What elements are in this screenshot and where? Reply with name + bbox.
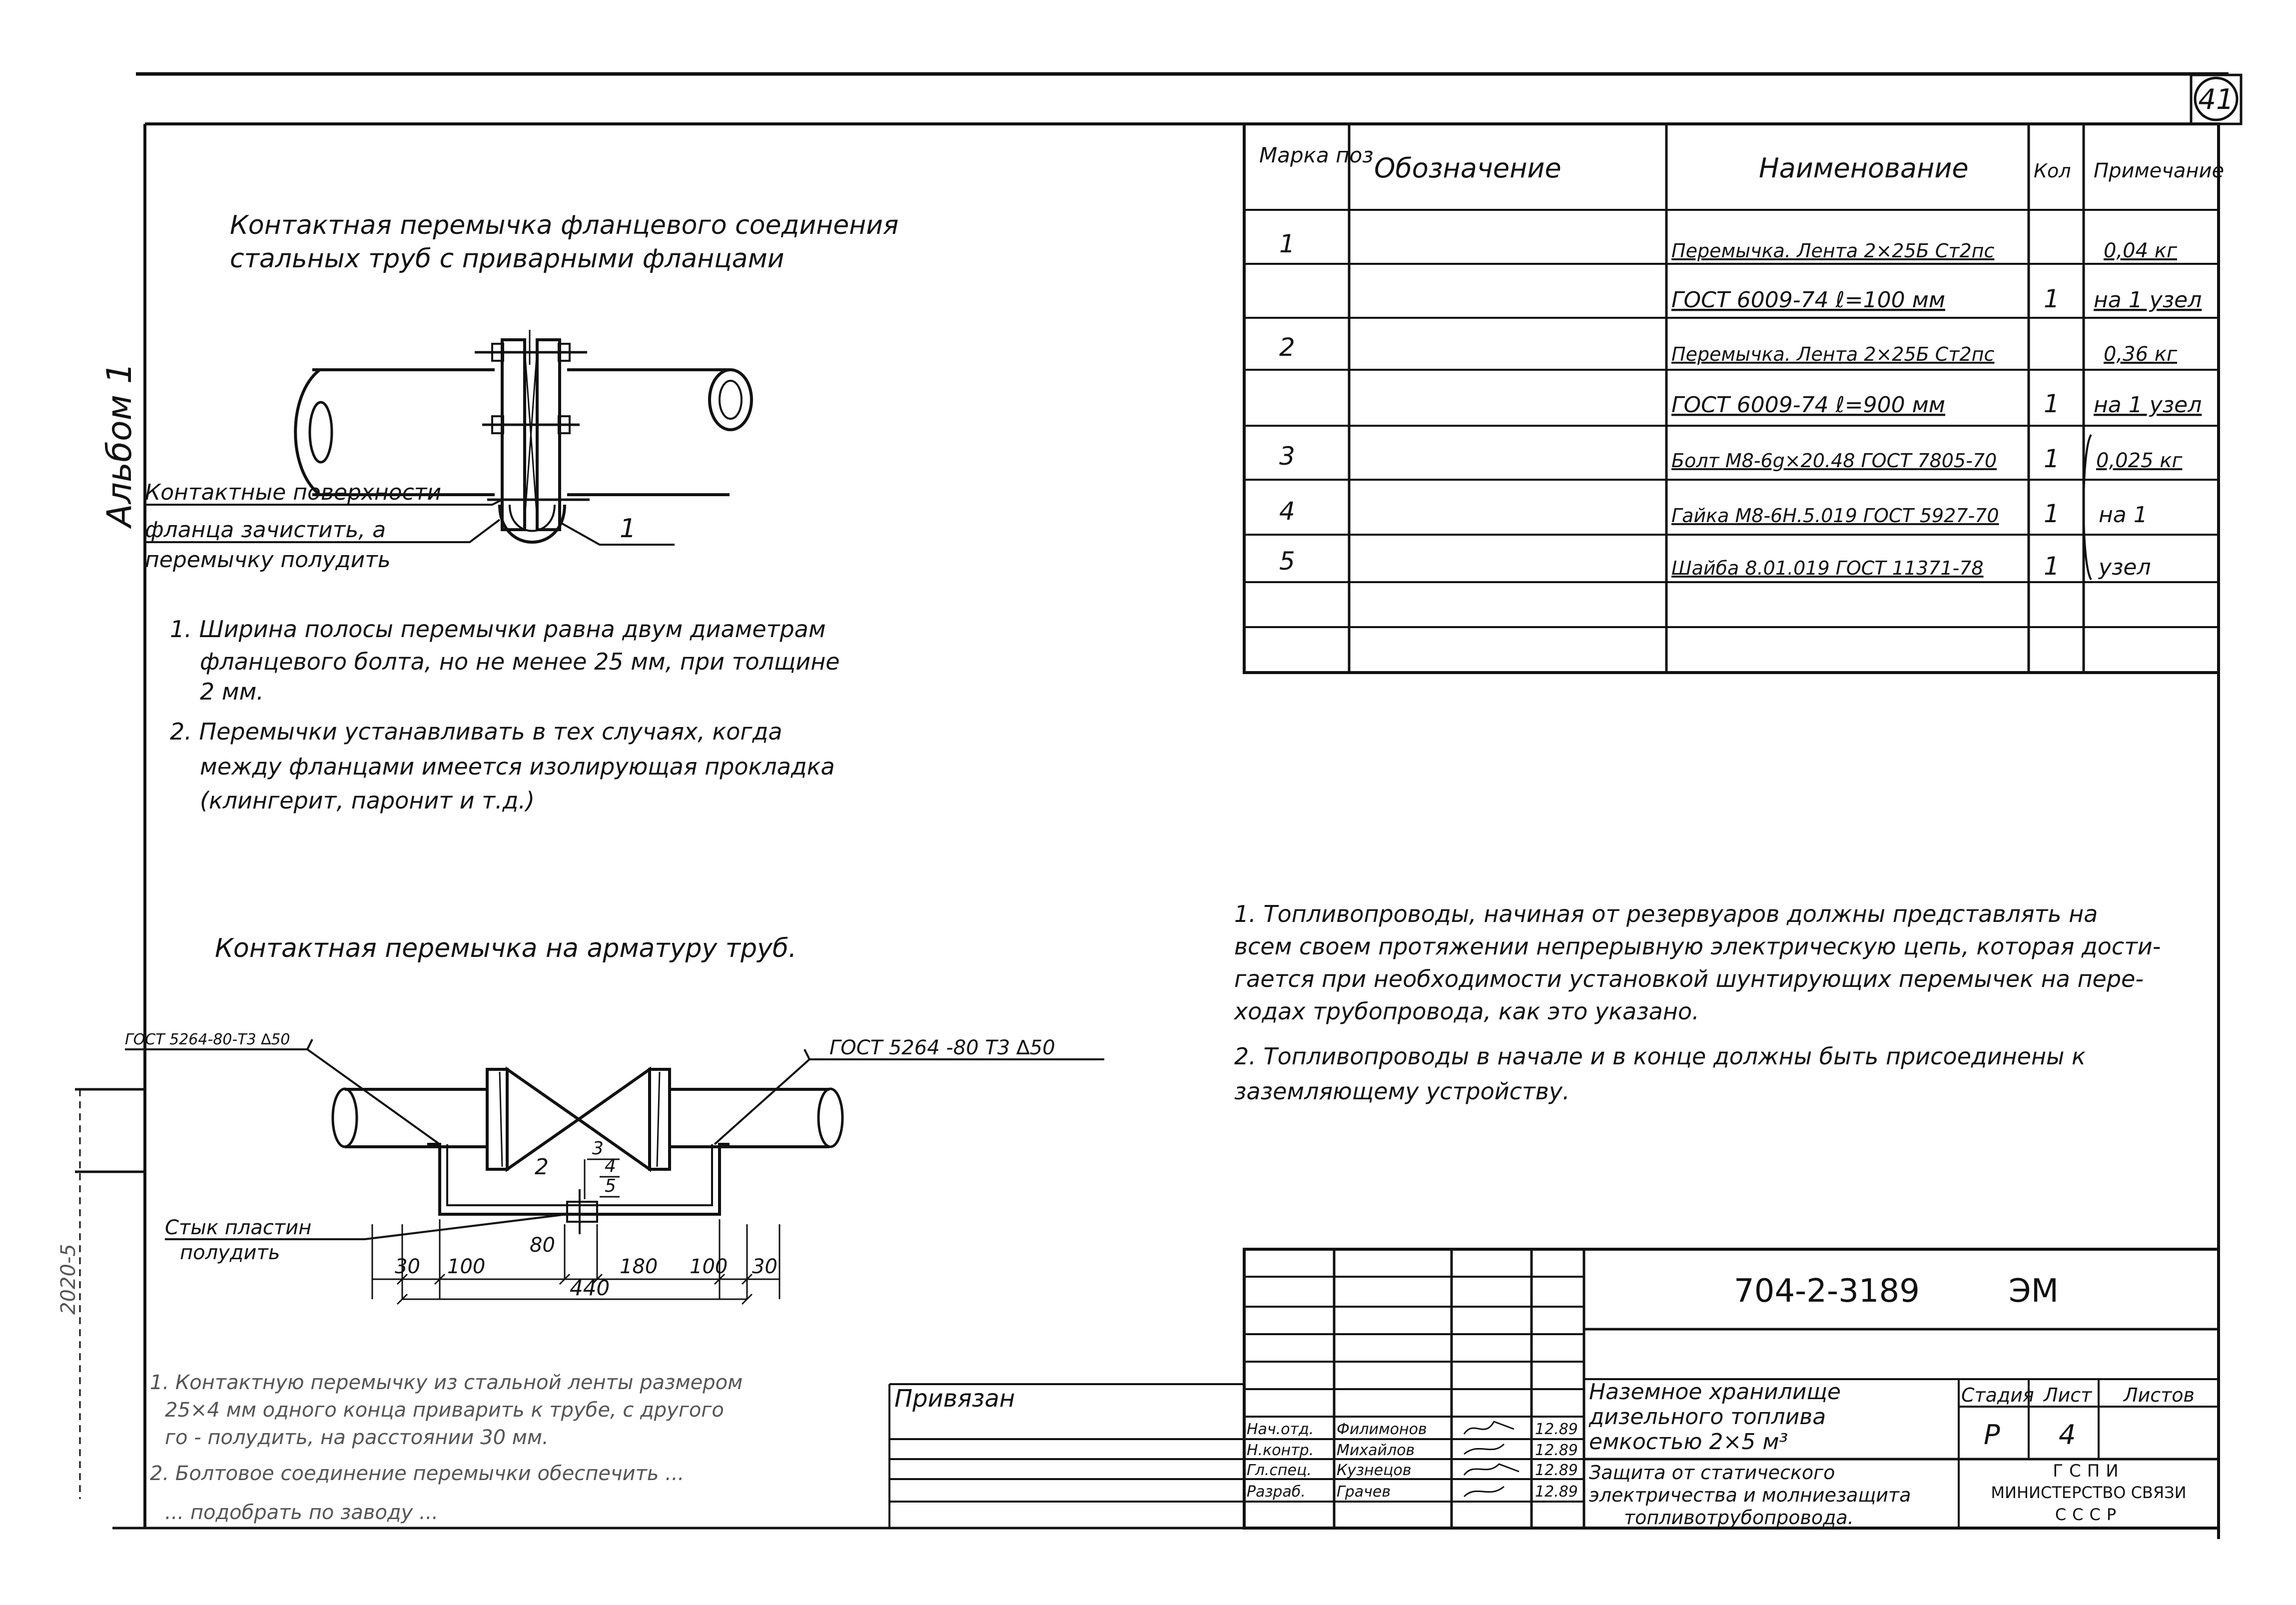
sheets-header: Листов bbox=[2124, 1384, 2195, 1406]
note1-line2: фланцевого болта, но не менее 25 мм, при толщине bbox=[200, 648, 840, 675]
cell-qty: 1 bbox=[2044, 552, 2060, 581]
bottom-note-line5: ... подобрать по заводу ... bbox=[165, 1501, 439, 1524]
bottom-note-line3: го - полудить, на расстоянии 30 мм. bbox=[165, 1426, 549, 1449]
page-number-badge bbox=[2191, 75, 2241, 124]
table-row bbox=[1671, 389, 2202, 418]
sign-name: Кузнецов bbox=[1337, 1462, 1412, 1479]
cell-mark: 5 bbox=[1279, 547, 1295, 576]
cell-mark: 2 bbox=[1279, 333, 1295, 362]
callout-line2: фланца зачистить, а bbox=[145, 517, 386, 543]
note2-line1: 2. Перемычки устанавливать в тех случаях, когда bbox=[170, 718, 782, 745]
dim-100-right: 100 bbox=[690, 1255, 728, 1278]
sign-name: Филимонов bbox=[1337, 1421, 1427, 1438]
sign-role: Разраб. bbox=[1247, 1483, 1306, 1501]
title-block bbox=[889, 1249, 2219, 1529]
cell-qty: 1 bbox=[2044, 389, 2060, 418]
header-mark bbox=[1259, 143, 1374, 167]
cell-note: 0,04 кг bbox=[2104, 239, 2177, 262]
header-designation: Обозначение bbox=[1374, 152, 1561, 184]
sign-name: Михайлов bbox=[1337, 1442, 1415, 1459]
sheet-header: Лист bbox=[2044, 1384, 2092, 1406]
callout-mark: 1 bbox=[620, 514, 637, 544]
dim-30-left: 30 bbox=[395, 1255, 420, 1278]
privyazan-label: Привязан bbox=[894, 1385, 1015, 1413]
cell-note: на 1 узел bbox=[2094, 287, 2202, 313]
cell-note: 0,025 кг bbox=[2096, 449, 2183, 472]
header-qty: Кол bbox=[2034, 160, 2071, 182]
weld-left-label: ГОСТ 5264-80-Т3 ∆50 bbox=[125, 1031, 290, 1048]
sign-role: Н.контр. bbox=[1247, 1442, 1314, 1459]
flanged-pipe-drawing bbox=[295, 330, 752, 542]
cell-mark: 1 bbox=[1279, 229, 1295, 258]
dim-80: 80 bbox=[530, 1234, 555, 1257]
note1-line1: 1. Ширина полосы перемычки равна двум диаметрам bbox=[170, 616, 826, 643]
object-line1: Наземное хранилище bbox=[1589, 1379, 1841, 1405]
right-note-line1: 1. Топливопроводы, начиная от резервуаров должны представлять на bbox=[1234, 900, 2098, 927]
cell-qty: 1 bbox=[2044, 444, 2060, 473]
valve-jumper-detail bbox=[125, 933, 1104, 1304]
sign-date: 12.89 bbox=[1535, 1483, 1578, 1501]
org-line2: МИНИСТЕРСТВО СВЯЗИ bbox=[1991, 1483, 2187, 1502]
header-mark-text: Марка поз bbox=[1259, 143, 1374, 167]
callout-line1: Контактные поверхности bbox=[145, 480, 442, 505]
sign-date: 12.89 bbox=[1535, 1442, 1578, 1459]
general-notes bbox=[1233, 900, 2161, 1105]
sheet-number: 4 bbox=[2059, 1419, 2076, 1451]
bottom-notes bbox=[150, 1371, 743, 1524]
callout-line3: перемычку полудить bbox=[145, 547, 391, 573]
specification-table bbox=[1244, 124, 2224, 673]
mark-4: 4 bbox=[605, 1156, 616, 1176]
cell-name: Перемычка. Лента 2×25Б Ст2пс bbox=[1671, 343, 1995, 365]
cell-note: на 1 узел bbox=[2094, 392, 2202, 418]
mark-2: 2 bbox=[535, 1154, 549, 1180]
cell-qty: 1 bbox=[2044, 284, 2060, 313]
sign-name: Грачев bbox=[1337, 1483, 1391, 1501]
table-row bbox=[1279, 229, 2178, 262]
dim-total: 440 bbox=[570, 1276, 610, 1300]
bottom-note-line1: 1. Контактную перемычку из стальной ленты размером bbox=[150, 1371, 743, 1394]
detail1-title-line2: стальных труб с приварными фланцами bbox=[230, 244, 784, 274]
cell-name: ГОСТ 6009-74 ℓ=900 мм bbox=[1671, 392, 1945, 418]
doc-section: ЭМ bbox=[2009, 1273, 2059, 1310]
strip-label-line2: полудить bbox=[180, 1241, 280, 1264]
sheet-title-line2: электричества и молниезащита bbox=[1589, 1484, 1911, 1506]
note1-line3: 2 мм. bbox=[200, 678, 264, 705]
page-number: 41 bbox=[2198, 83, 2234, 116]
note2-line3: (клингерит, паронит и т.д.) bbox=[200, 787, 535, 814]
table-row bbox=[1279, 497, 2148, 528]
cell-qty: 1 bbox=[2044, 499, 2060, 528]
note2-line2: между фланцами имеется изолирующая прокладка bbox=[200, 753, 835, 780]
object-line3: емкостью 2×5 м³ bbox=[1589, 1429, 1788, 1455]
cell-name: Шайба 8.01.019 ГОСТ 11371-78 bbox=[1671, 557, 1984, 579]
cell-mark: 4 bbox=[1279, 497, 1295, 526]
detail1-title-line1: Контактная перемычка фланцевого соединения bbox=[230, 210, 899, 240]
cell-name: Перемычка. Лента 2×25Б Ст2пс bbox=[1671, 240, 1995, 262]
spec-rows bbox=[1279, 229, 2202, 581]
side-code: 2020-5 bbox=[57, 1244, 80, 1315]
dim-100-left: 100 bbox=[447, 1255, 486, 1278]
sign-role: Нач.отд. bbox=[1247, 1421, 1314, 1438]
cell-name: Болт М8-6g×20.48 ГОСТ 7805-70 bbox=[1671, 450, 1997, 472]
detail2-title: Контактная перемычка на арматуру труб. bbox=[215, 933, 797, 963]
table-row bbox=[1279, 442, 2183, 473]
stage-header: Стадия bbox=[1961, 1384, 2034, 1406]
table-row bbox=[1279, 333, 2178, 366]
header-note: Примечание bbox=[2094, 159, 2225, 182]
cell-name: Гайка М8-6Н.5.019 ГОСТ 5927-70 bbox=[1671, 505, 1999, 527]
valve-pipe-drawing bbox=[333, 1069, 842, 1169]
right-note-line5: 2. Топливопроводы в начале и в конце должны быть присоединены к bbox=[1234, 1043, 2086, 1070]
sheet-title-line3: топливотрубопровода. bbox=[1624, 1507, 1854, 1529]
mark-5: 5 bbox=[605, 1176, 616, 1196]
dimension-chain bbox=[372, 1219, 779, 1304]
right-note-line3: гается при необходимости установкой шунтирующих перемычек на пере- bbox=[1234, 965, 2144, 992]
org-line3: СССР bbox=[2055, 1505, 2123, 1524]
doc-code: 704-2-3189 bbox=[1734, 1273, 1920, 1310]
cell-note: на 1 bbox=[2099, 502, 2148, 528]
sign-role: Гл.спец. bbox=[1247, 1462, 1312, 1479]
signature-rows bbox=[1247, 1421, 1578, 1501]
dim-30-right: 30 bbox=[752, 1255, 777, 1278]
table-row bbox=[1671, 284, 2202, 313]
strip-label-line1: Стык пластин bbox=[165, 1216, 312, 1239]
org-line1: ГСПИ bbox=[2053, 1461, 2125, 1481]
right-note-line6: заземляющему устройству. bbox=[1234, 1078, 1570, 1105]
header-name: Наименование bbox=[1759, 152, 1969, 184]
cell-note: узел bbox=[2099, 555, 2151, 580]
flange-jumper-detail bbox=[145, 210, 898, 814]
bottom-note-line4: 2. Болтовое соединение перемычки обеспечить ... bbox=[150, 1462, 685, 1485]
weld-right-label: ГОСТ 5264 -80 Т3 ∆50 bbox=[829, 1036, 1055, 1059]
album-label: Альбом 1 bbox=[100, 362, 139, 527]
sign-date: 12.89 bbox=[1535, 1462, 1578, 1479]
bottom-note-line2: 25×4 мм одного конца приварить к трубе, с другого bbox=[165, 1399, 724, 1422]
sheet-title-line1: Защита от статического bbox=[1589, 1462, 1835, 1484]
cell-name: ГОСТ 6009-74 ℓ=100 мм bbox=[1671, 287, 1945, 313]
right-note-line2: всем своем протяжении непрерывную электрическую цепь, которая дости- bbox=[1234, 933, 2161, 960]
cell-mark: 3 bbox=[1279, 442, 1295, 471]
mark-3: 3 bbox=[592, 1138, 604, 1159]
sign-date: 12.89 bbox=[1535, 1421, 1578, 1438]
cell-note: 0,36 кг bbox=[2104, 343, 2177, 366]
stage-value: Р bbox=[1984, 1419, 2000, 1451]
right-note-line4: ходах трубопровода, как это указано. bbox=[1234, 998, 1699, 1025]
table-row bbox=[1279, 547, 2151, 581]
dim-180: 180 bbox=[620, 1255, 658, 1278]
object-line2: дизельного топлива bbox=[1589, 1404, 1826, 1430]
